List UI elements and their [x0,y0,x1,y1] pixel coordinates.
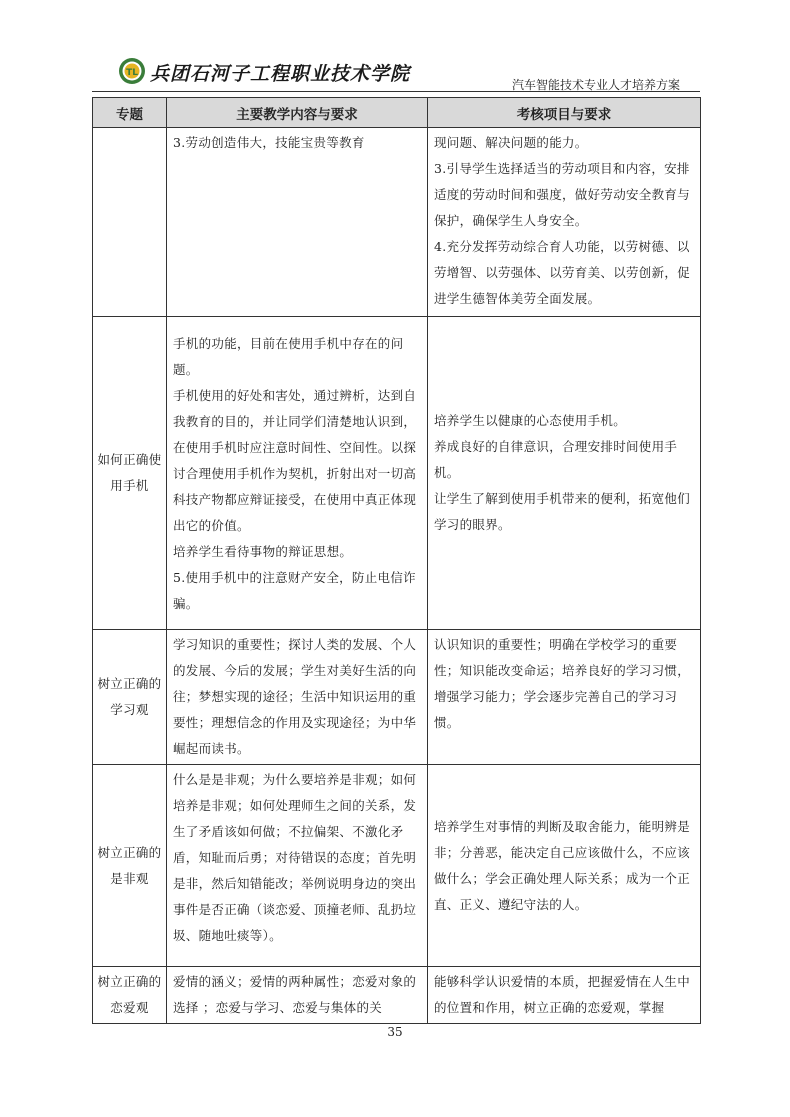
svg-text:TL: TL [126,68,138,78]
page-header [92,50,700,94]
row-topic [93,128,167,317]
row-topic: 如何正确使用手机 [93,317,167,630]
assessment-paragraph: 3.引导学生选择适当的劳动项目和内容，安排适度的劳动时间和强度，做好劳动安全教育与保护，确保学生人身安全。 [434,161,691,228]
row-topic: 树立正确的恋爱观 [93,967,167,1024]
row-content [167,128,428,317]
table-row [93,128,701,317]
content-paragraph: 什么是是非观；为什么要培养是非观；如何培养是非观；如何处理师生之间的关系，发生了矛盾该如何做；不拉偏架、不激化矛盾，知耻而后勇；对待错误的态度；首先明是非，然后知错能改；举例说明身边的突出事件是否正确（谈恋爱、顶撞老师、乱扔垃圾、随地吐痰等）。 [173,772,417,943]
content-paragraph: 学习知识的重要性；探讨人类的发展、个人的发展、今后的发展；学生对美好生活的向往；梦想实现的途径；生活中知识运用的重要性；理想信念的作用及实现途径；为中华崛起而读书。 [173,637,417,756]
row-content [167,765,428,967]
row-content [167,967,428,1024]
school-logo-icon [118,57,146,85]
header-divider [92,91,700,92]
row-topic: 树立正确的是非观 [93,765,167,967]
content-paragraph: 手机使用的好处和害处，通过辨析，达到自我教育的目的，并让同学们清楚地认识到，在使用手机时应注意时间性、空间性。以探讨合理使用手机作为契机，折射出对一切高科技产物都应辩证接受，在使用中真正体现出它的价值。 [173,388,417,533]
document-title: 汽车智能技术专业人才培养方案 [511,78,680,92]
assessment-paragraph: 培养学生以健康的心态使用手机。 [434,413,627,428]
content-paragraph: 3.劳动创造伟大，技能宝贵等教育 [173,135,365,150]
assessment-paragraph: 培养学生对事情的判断及取舍能力，能明辨是非；分善恶，能决定自己应该做什么，不应该做什么；学会正确处理人际关系；成为一个正直、正义、遵纪守法的人。 [434,818,691,912]
content-paragraph: 5.使用手机中的注意财产安全，防止电信诈骗。 [173,570,416,611]
header-content: 主要教学内容与要求 [167,98,428,128]
row-assessment [428,967,701,1024]
table-row [93,967,701,1024]
row-content [167,317,428,630]
row-assessment [428,765,701,967]
assessment-paragraph: 认识知识的重要性；明确在学校学习的重要性；知识能改变命运；培养良好的学习习惯，增强学习能力；学会逐步完善自己的学习习惯。 [434,637,691,730]
row-assessment [428,128,701,317]
curriculum-table [92,97,701,1024]
assessment-paragraph: 4.充分发挥劳动综合育人功能，以劳树德、以劳增智、以劳强体、以劳育美、以劳创新，促进学生德智体美劳全面发展。 [434,239,691,306]
assessment-paragraph: 现问题、解决问题的能力。 [434,135,588,150]
table-row [93,765,701,967]
row-topic: 树立正确的学习观 [93,630,167,765]
content-paragraph: 爱情的涵义；爱情的两种属性；恋爱对象的选择 ；恋爱与学习、恋爱与集体的关 [173,974,417,1015]
table-row [93,317,701,630]
row-content [167,630,428,765]
row-assessment [428,317,701,630]
assessment-paragraph: 能够科学认识爱情的本质，把握爱情在人生中的位置和作用，树立正确的恋爱观，掌握 [434,974,691,1015]
school-name: 兵团石河子工程职业技术学院 [150,63,411,85]
content-paragraph: 手机的功能，目前在使用手机中存在的问题。 [173,336,404,377]
content-paragraph: 培养学生看待事物的辩证思想。 [173,544,353,559]
assessment-paragraph: 让学生了解到使用手机带来的便利，拓宽他们学习的眼界。 [434,491,691,532]
table-header-row [93,98,701,128]
page-number: 35 [387,1025,403,1039]
header-topic: 专题 [93,98,167,128]
row-assessment [428,630,701,765]
header-assessment: 考核项目与要求 [428,98,701,128]
table-row [93,630,701,765]
assessment-paragraph: 养成良好的自律意识，合理安排时间使用手机。 [434,439,678,480]
